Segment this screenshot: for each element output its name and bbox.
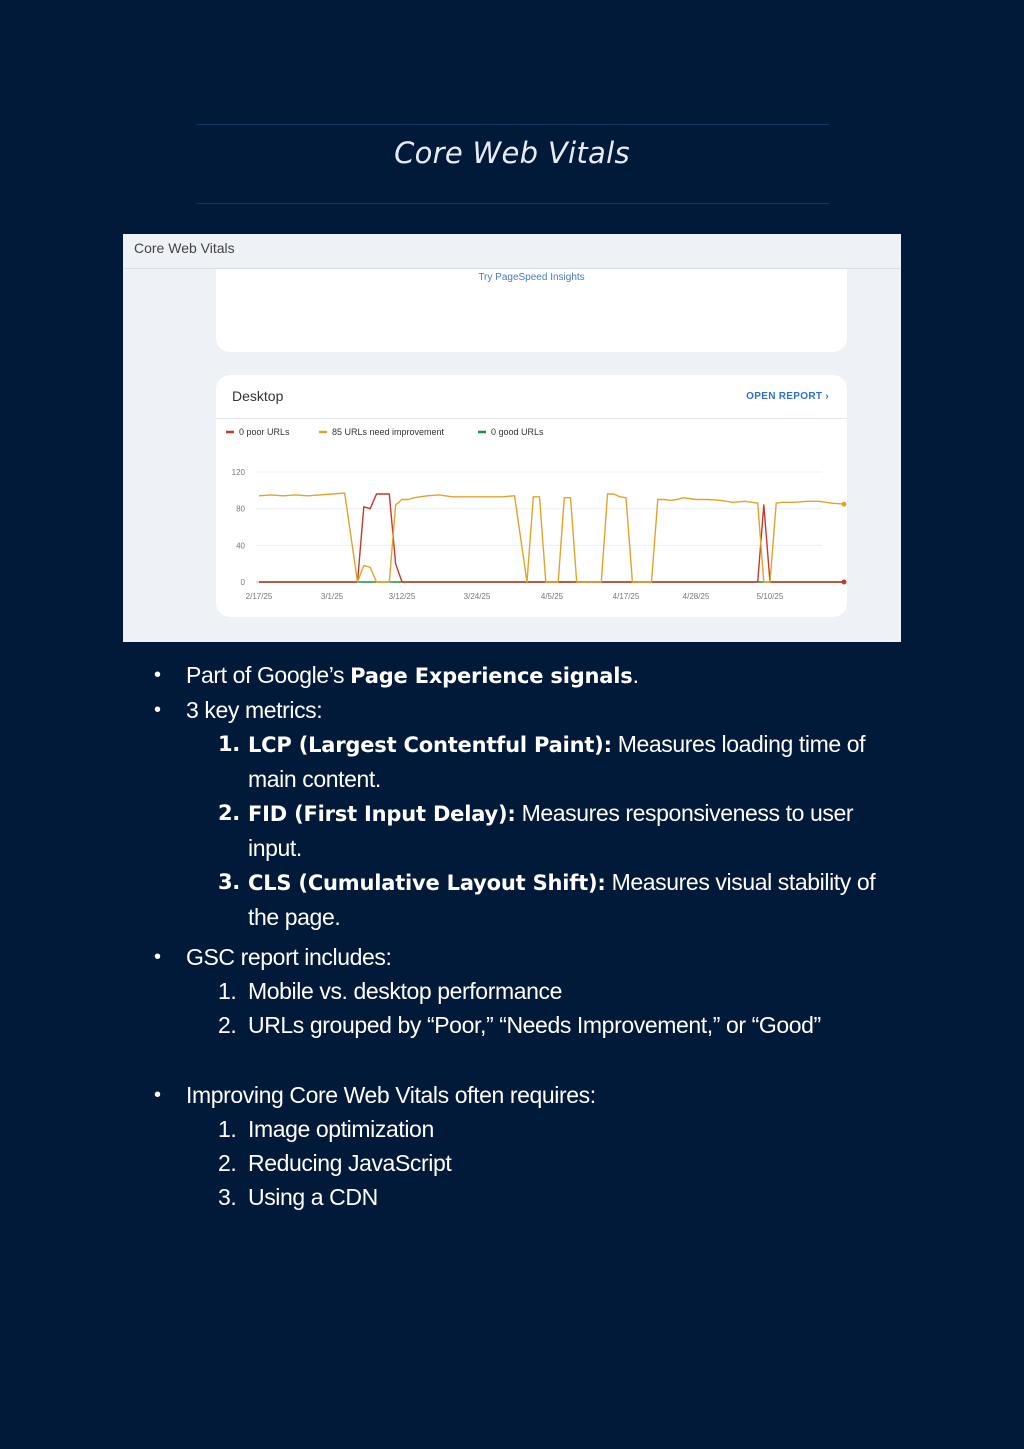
- list-item: [186, 796, 894, 865]
- desktop-card-header: [216, 375, 847, 419]
- bullet-text: GSC report includes:: [186, 944, 392, 970]
- bullet-text: 3 key metrics:: [186, 697, 323, 723]
- series-line: [259, 493, 844, 582]
- page-title: Core Web Vitals: [394, 136, 630, 170]
- x-tick-label: 3/1/25: [320, 592, 344, 601]
- list-text: Reducing JavaScript: [248, 1150, 452, 1176]
- chevron-right-icon: ›: [825, 391, 829, 402]
- list-text: Using a CDN: [248, 1184, 378, 1210]
- list-number: 3.: [218, 1184, 237, 1210]
- x-tick-label: 4/28/25: [682, 592, 710, 601]
- list-text: URLs grouped by “Poor,” “Needs Improvement,” or “Good”: [248, 1012, 821, 1038]
- bullet-text: Part of Google’s: [186, 662, 351, 688]
- metric-desc: Measures loading time of main content.: [248, 731, 866, 792]
- open-report-button[interactable]: [746, 391, 829, 402]
- x-tick-label: 5/10/25: [756, 592, 784, 601]
- metrics-list: [186, 727, 894, 934]
- bullet-improving: [154, 1078, 894, 1214]
- legend-label: 0 good URLs: [491, 427, 544, 437]
- spacer: [154, 1042, 894, 1078]
- list-text: Image optimization: [248, 1116, 434, 1142]
- list-item: [186, 1146, 894, 1180]
- list-item: [186, 865, 894, 934]
- screenshot-title: Core Web Vitals: [134, 240, 235, 256]
- list-number: 2.: [218, 1012, 237, 1038]
- list-number: 3.: [218, 870, 240, 894]
- improvements-list: [186, 1112, 894, 1214]
- list-number: 2.: [218, 1150, 237, 1176]
- metric-desc: Measures responsiveness to user input.: [248, 800, 854, 861]
- list-item: [186, 727, 894, 796]
- desktop-card: [216, 375, 847, 617]
- series-end-point: [842, 580, 847, 585]
- legend-label: 0 poor URLs: [239, 427, 290, 437]
- y-tick-label: 40: [236, 541, 245, 551]
- title-rule: [196, 203, 829, 204]
- x-tick-label: 4/17/25: [612, 592, 640, 601]
- y-tick-label: 120: [231, 468, 245, 477]
- series-end-point: [842, 502, 847, 507]
- top-rule: [196, 124, 829, 125]
- list-item: [186, 1112, 894, 1146]
- pagespeed-link[interactable]: Try PageSpeed Insights: [478, 272, 585, 283]
- gsc-screenshot: [123, 234, 901, 642]
- list-number: 1.: [218, 732, 240, 756]
- list-item: [186, 974, 894, 1008]
- list-item: [186, 1008, 894, 1042]
- list-number: 1.: [218, 1116, 237, 1142]
- list-number: 1.: [218, 978, 237, 1004]
- legend-label: 85 URLs need improvement: [332, 427, 445, 437]
- open-report-label: OPEN REPORT: [746, 391, 823, 402]
- bullet-key-metrics: [154, 693, 894, 934]
- metric-name: CLS (Cumulative Layout Shift):: [248, 871, 606, 895]
- gsc-list: [186, 974, 894, 1042]
- y-tick-label: 0: [240, 578, 245, 587]
- list-text: Mobile vs. desktop performance: [248, 978, 562, 1004]
- bullet-text: Improving Core Web Vitals often requires:: [186, 1082, 596, 1108]
- x-tick-label: 2/17/25: [245, 592, 273, 601]
- metric-desc: Measures visual stability of the page.: [248, 869, 876, 930]
- bullet-list: [154, 658, 894, 1214]
- mobile-card: [216, 269, 847, 352]
- y-tick-label: 80: [236, 504, 245, 514]
- bullet-page-experience: [154, 658, 894, 693]
- x-tick-label: 3/24/25: [463, 592, 491, 601]
- bullet-text: .: [632, 662, 639, 688]
- metric-name: FID (First Input Delay):: [248, 802, 516, 826]
- x-tick-label: 4/5/25: [540, 592, 564, 601]
- list-number: 2.: [218, 801, 240, 825]
- bullet-bold: Page Experience signals: [350, 664, 633, 688]
- screenshot-header: [123, 234, 901, 269]
- cwv-line-chart: [216, 420, 847, 605]
- x-tick-label: 3/12/25: [388, 592, 416, 601]
- list-item: [186, 1180, 894, 1214]
- desktop-card-title: Desktop: [232, 388, 284, 404]
- bullet-gsc-report: [154, 940, 894, 1042]
- metric-name: LCP (Largest Contentful Paint):: [248, 733, 612, 757]
